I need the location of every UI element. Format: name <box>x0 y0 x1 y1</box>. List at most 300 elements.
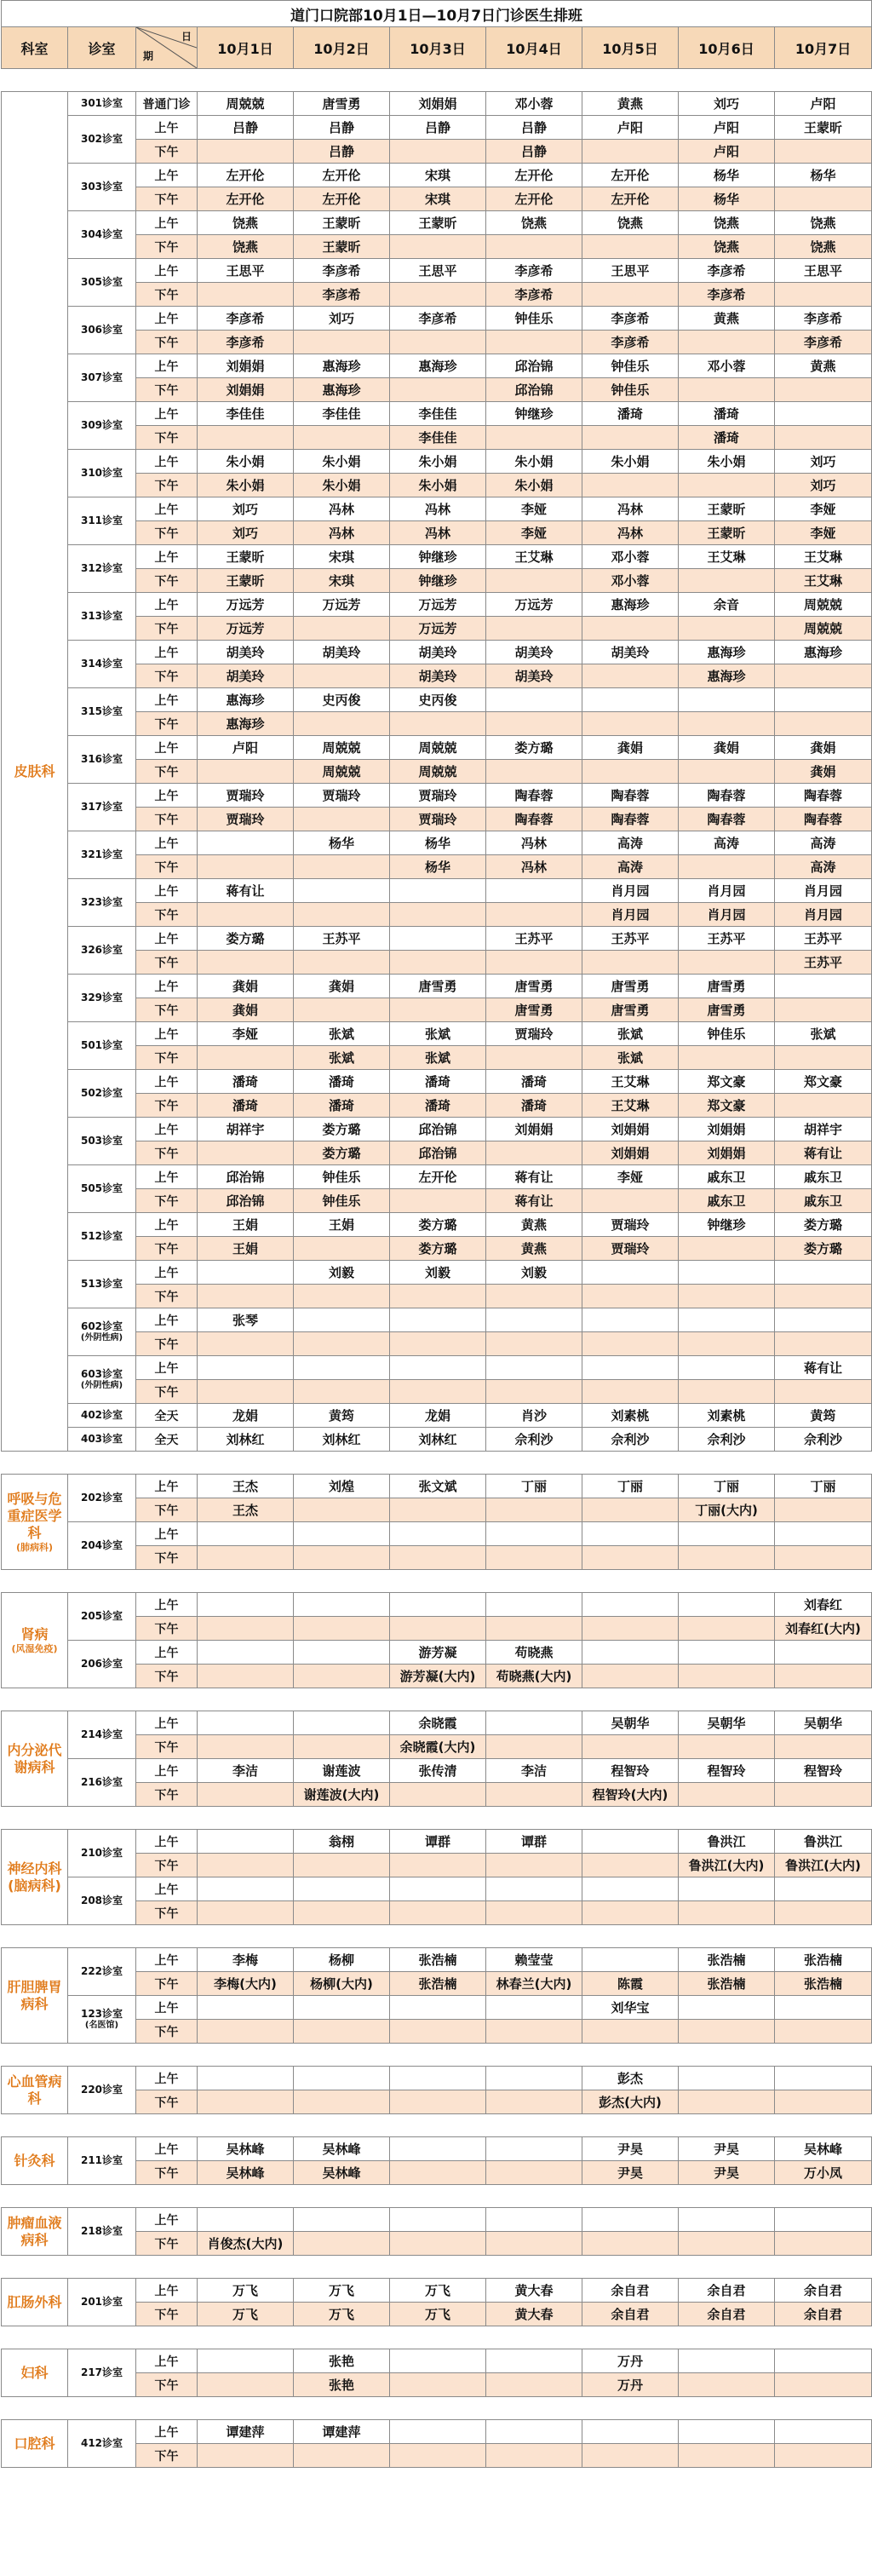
doctor-cell <box>198 1593 294 1617</box>
room-cell <box>68 497 136 545</box>
doctor-cell: 刘巧 <box>775 474 872 497</box>
period-cell: 上午 <box>136 164 198 187</box>
room-cell <box>68 1428 136 1452</box>
doctor-cell: 刘春红 <box>775 1593 872 1617</box>
room-cell <box>68 1070 136 1118</box>
room-cell <box>68 879 136 927</box>
period-cell: 下午 <box>136 1380 198 1404</box>
doctor-cell <box>390 235 486 259</box>
doctor-cell <box>294 1237 390 1261</box>
doctor-cell <box>390 1498 486 1522</box>
doctor-cell <box>198 855 294 879</box>
doctor-cell: 陶春蓉 <box>486 784 582 808</box>
table-row <box>2 2349 872 2373</box>
doctor-cell: 戚东卫 <box>775 1165 872 1189</box>
doctor-cell: 张斌 <box>294 1046 390 1070</box>
doctor-cell <box>390 1308 486 1332</box>
doctor-cell: 李梅 <box>198 1948 294 1972</box>
doctor-cell <box>294 1546 390 1570</box>
doctor-cell: 程智玲(大内) <box>582 1783 679 1807</box>
department-cell <box>2 2208 68 2256</box>
doctor-cell <box>582 1356 679 1380</box>
period-cell: 下午 <box>136 808 198 831</box>
doctor-cell: 龚娟 <box>198 975 294 998</box>
doctor-cell: 冯林 <box>486 831 582 855</box>
room-cell <box>68 1641 136 1688</box>
table-row <box>2 736 872 760</box>
spacer-cell <box>2 1925 872 1948</box>
doctor-cell <box>486 1498 582 1522</box>
doctor-cell: 戚东卫 <box>679 1189 775 1213</box>
doctor-cell <box>582 474 679 497</box>
doctor-cell: 谭建萍 <box>198 2420 294 2444</box>
doctor-cell <box>198 2067 294 2090</box>
doctor-cell <box>198 2208 294 2232</box>
doctor-cell: 刘春红(大内) <box>775 1617 872 1641</box>
doctor-cell: 戚东卫 <box>679 1165 775 1189</box>
period-cell: 上午 <box>136 2420 198 2444</box>
doctor-cell <box>679 855 775 879</box>
doctor-cell <box>679 474 775 497</box>
room-name: 315诊室 <box>80 705 123 717</box>
doctor-cell: 王思平 <box>198 259 294 283</box>
doctor-cell: 杨华 <box>679 164 775 187</box>
doctor-cell <box>486 2090 582 2114</box>
doctor-cell <box>198 426 294 450</box>
room-name: 312诊室 <box>80 562 123 574</box>
doctor-cell: 黄燕 <box>679 307 775 331</box>
doctor-cell: 黄筠 <box>294 1404 390 1428</box>
doctor-cell: 谭群 <box>486 1830 582 1854</box>
doctor-cell: 蒋有让 <box>198 879 294 903</box>
doctor-cell <box>679 2349 775 2373</box>
doctor-cell <box>582 283 679 307</box>
doctor-cell: 肖月园 <box>679 903 775 927</box>
period-cell: 上午 <box>136 354 198 378</box>
doctor-cell: 王娟 <box>198 1213 294 1237</box>
room-name: 317诊室 <box>80 801 123 813</box>
spacer-cell <box>2 1807 872 1830</box>
room-name: 402诊室 <box>80 1409 123 1421</box>
doctor-cell <box>679 688 775 712</box>
doctor-cell: 龚娟 <box>294 975 390 998</box>
spacer-cell <box>2 2397 872 2420</box>
doctor-cell: 谭建萍 <box>294 2420 390 2444</box>
doctor-cell: 胡美玲 <box>198 641 294 664</box>
room-cell <box>68 927 136 975</box>
department-cell <box>2 2349 68 2397</box>
room-name: 313诊室 <box>80 610 123 622</box>
doctor-cell <box>679 760 775 784</box>
doctor-cell: 黄燕 <box>486 1213 582 1237</box>
doctor-cell <box>390 1356 486 1380</box>
table-row <box>2 593 872 617</box>
doctor-cell: 周兢兢 <box>198 92 294 116</box>
doctor-cell: 张浩楠 <box>775 1948 872 1972</box>
doctor-cell <box>294 617 390 641</box>
doctor-cell <box>582 1498 679 1522</box>
doctor-cell: 蒋有让 <box>775 1356 872 1380</box>
period-cell: 全天 <box>136 1404 198 1428</box>
department-cell <box>2 2279 68 2326</box>
period-cell: 下午 <box>136 1285 198 1308</box>
period-cell: 上午 <box>136 1118 198 1141</box>
table-row <box>2 1404 872 1428</box>
doctor-cell: 贾瑞玲 <box>390 808 486 831</box>
doctor-cell <box>679 378 775 402</box>
doctor-cell: 万飞 <box>294 2279 390 2303</box>
doctor-cell: 周兢兢 <box>294 760 390 784</box>
doctor-cell <box>775 1641 872 1665</box>
doctor-cell: 冯林 <box>294 497 390 521</box>
period-cell: 上午 <box>136 1213 198 1237</box>
period-cell: 上午 <box>136 2349 198 2373</box>
doctor-cell: 龙娟 <box>198 1404 294 1428</box>
table-row <box>2 1711 872 1735</box>
doctor-cell <box>390 1877 486 1901</box>
room-name: 311诊室 <box>80 515 123 526</box>
doctor-cell: 李彦希 <box>486 259 582 283</box>
doctor-cell <box>486 1046 582 1070</box>
doctor-cell: 蒋有让 <box>486 1165 582 1189</box>
doctor-cell <box>390 1546 486 1570</box>
doctor-cell: 朱小娟 <box>486 474 582 497</box>
doctor-cell: 王艾琳 <box>486 545 582 569</box>
section-spacer <box>2 1925 872 1948</box>
period-cell: 上午 <box>136 1022 198 1046</box>
doctor-cell: 惠海珍 <box>582 593 679 617</box>
doctor-cell <box>198 1332 294 1356</box>
doctor-cell <box>679 1641 775 1665</box>
doctor-cell <box>486 879 582 903</box>
doctor-cell: 陶春蓉 <box>582 808 679 831</box>
table-row <box>2 497 872 521</box>
period-cell: 上午 <box>136 831 198 855</box>
doctor-cell <box>582 1593 679 1617</box>
doctor-cell: 张文斌 <box>390 1475 486 1498</box>
doctor-cell: 陶春蓉 <box>679 784 775 808</box>
doctor-cell: 周兢兢 <box>294 736 390 760</box>
doctor-cell <box>679 2067 775 2090</box>
doctor-cell <box>775 2090 872 2114</box>
doctor-cell <box>198 1522 294 1546</box>
doctor-cell: 邱治锦 <box>390 1141 486 1165</box>
doctor-cell: 邓小蓉 <box>486 92 582 116</box>
doctor-cell: 钟佳乐 <box>679 1022 775 1046</box>
doctor-cell: 钟佳乐 <box>582 378 679 402</box>
doctor-cell <box>198 1285 294 1308</box>
doctor-cell: 李彦希 <box>679 283 775 307</box>
doctor-cell <box>582 2020 679 2044</box>
doctor-cell: 王杰 <box>198 1475 294 1498</box>
doctor-cell <box>198 760 294 784</box>
doctor-cell: 卢阳 <box>582 116 679 140</box>
doctor-cell <box>294 1665 390 1688</box>
doctor-cell: 杨柳 <box>294 1948 390 1972</box>
doctor-cell: 卢阳 <box>679 140 775 164</box>
doctor-cell: 张浩楠 <box>390 1972 486 1996</box>
doctor-cell <box>390 998 486 1022</box>
room-cell <box>68 1759 136 1807</box>
doctor-cell <box>390 2067 486 2090</box>
room-name: 220诊室 <box>80 2084 123 2096</box>
doctor-cell: 吴朝华 <box>679 1711 775 1735</box>
department-name: 肿瘤血液病科 <box>7 2214 62 2248</box>
doctor-cell: 李彦希 <box>486 283 582 307</box>
doctor-cell: 吴林峰 <box>775 2137 872 2161</box>
doctor-cell: 娄方璐 <box>294 1141 390 1165</box>
doctor-cell: 吕静 <box>294 140 390 164</box>
doctor-cell: 冯林 <box>582 521 679 545</box>
doctor-cell <box>390 1332 486 1356</box>
doctor-cell: 潘琦 <box>294 1070 390 1094</box>
doctor-cell <box>679 1617 775 1641</box>
doctor-cell <box>198 1356 294 1380</box>
header-dept: 科室 <box>2 27 68 69</box>
header-date: 10月7日 <box>775 27 872 69</box>
room-cell <box>68 1022 136 1070</box>
period-cell: 上午 <box>136 593 198 617</box>
period-cell: 上午 <box>136 211 198 235</box>
doctor-cell <box>390 2208 486 2232</box>
doctor-cell <box>775 1046 872 1070</box>
doctor-cell: 娄方璐 <box>390 1213 486 1237</box>
doctor-cell: 谭群 <box>390 1830 486 1854</box>
department-name: 肝胆脾胃病科 <box>7 1978 62 2012</box>
doctor-cell <box>198 1546 294 1570</box>
page-title: 道门口院部10月1日—10月7日门诊医生排班 <box>2 1 872 27</box>
doctor-cell: 左开伦 <box>390 1165 486 1189</box>
doctor-cell: 万远芳 <box>390 617 486 641</box>
section-spacer <box>2 1807 872 1830</box>
table-row <box>2 975 872 998</box>
table-row <box>2 927 872 951</box>
doctor-cell <box>390 2161 486 2185</box>
doctor-cell: 吕静 <box>486 116 582 140</box>
doctor-cell: 潘琦 <box>486 1094 582 1118</box>
doctor-cell: 谢莲波(大内) <box>294 1783 390 1807</box>
period-cell: 下午 <box>136 1237 198 1261</box>
doctor-cell <box>390 903 486 927</box>
department-name: 内分泌代谢病科 <box>7 1741 62 1775</box>
doctor-cell: 邱治锦 <box>486 378 582 402</box>
room-name: 321诊室 <box>80 848 123 860</box>
doctor-cell <box>294 1522 390 1546</box>
doctor-cell <box>582 2420 679 2444</box>
doctor-cell <box>390 1285 486 1308</box>
room-cell <box>68 736 136 784</box>
room-name: 301诊室 <box>80 97 123 109</box>
period-cell: 下午 <box>136 998 198 1022</box>
doctor-cell: 张传清 <box>390 1759 486 1783</box>
section-spacer <box>2 2114 872 2137</box>
table-row <box>2 1877 872 1901</box>
period-cell: 下午 <box>136 1546 198 1570</box>
doctor-cell <box>582 760 679 784</box>
header-date: 10月2日 <box>294 27 390 69</box>
doctor-cell <box>294 1285 390 1308</box>
doctor-cell: 李佳佳 <box>390 402 486 426</box>
doctor-cell <box>775 140 872 164</box>
table-row <box>2 1522 872 1546</box>
doctor-cell: 万飞 <box>390 2303 486 2326</box>
period-cell: 上午 <box>136 1948 198 1972</box>
doctor-cell <box>582 2232 679 2256</box>
doctor-cell: 邓小蓉 <box>582 569 679 593</box>
table-row <box>2 1830 872 1854</box>
doctor-cell <box>775 712 872 736</box>
doctor-cell <box>486 1356 582 1380</box>
doctor-cell <box>582 1877 679 1901</box>
doctor-cell: 李彦希 <box>582 331 679 354</box>
doctor-cell: 苟晓燕(大内) <box>486 1665 582 1688</box>
table-row <box>2 2208 872 2232</box>
period-cell: 下午 <box>136 521 198 545</box>
doctor-cell <box>775 1380 872 1404</box>
period-cell: 下午 <box>136 235 198 259</box>
schedule-table <box>1 0 872 2468</box>
doctor-cell <box>486 1901 582 1925</box>
doctor-cell: 王杰 <box>198 1498 294 1522</box>
doctor-cell: 余自君 <box>775 2303 872 2326</box>
doctor-cell <box>486 688 582 712</box>
doctor-cell <box>198 1380 294 1404</box>
room-name: 302诊室 <box>80 133 123 145</box>
doctor-cell: 张斌 <box>582 1022 679 1046</box>
doctor-cell <box>390 712 486 736</box>
doctor-cell: 胡美玲 <box>198 664 294 688</box>
doctor-cell <box>582 1380 679 1404</box>
doctor-cell <box>198 2020 294 2044</box>
department-name: 心血管病科 <box>7 2073 62 2107</box>
spacer-cell <box>2 2256 872 2279</box>
doctor-cell <box>486 235 582 259</box>
doctor-cell <box>582 1189 679 1213</box>
doctor-cell <box>775 1996 872 2020</box>
table-row <box>2 1165 872 1189</box>
doctor-cell <box>679 712 775 736</box>
doctor-cell: 娄方璐 <box>775 1237 872 1261</box>
doctor-cell: 胡美玲 <box>390 664 486 688</box>
doctor-cell: 翁栩 <box>294 1830 390 1854</box>
room-name: 206诊室 <box>80 1658 123 1670</box>
department-subname: (肺病科) <box>15 1541 54 1553</box>
doctor-cell <box>390 2420 486 2444</box>
doctor-cell <box>390 140 486 164</box>
doctor-cell: 杨华 <box>679 187 775 211</box>
doctor-cell <box>486 2373 582 2397</box>
doctor-cell: 尹昊 <box>679 2137 775 2161</box>
period-cell: 下午 <box>136 903 198 927</box>
doctor-cell: 朱小娟 <box>198 474 294 497</box>
doctor-cell: 陶春蓉 <box>582 784 679 808</box>
doctor-cell: 刘娟娟 <box>198 378 294 402</box>
doctor-cell <box>390 1996 486 2020</box>
doctor-cell: 饶燕 <box>582 211 679 235</box>
period-cell: 上午 <box>136 975 198 998</box>
period-cell: 上午 <box>136 2279 198 2303</box>
doctor-cell <box>582 1948 679 1972</box>
doctor-cell: 李彦希 <box>679 259 775 283</box>
doctor-cell: 唐雪勇 <box>486 975 582 998</box>
doctor-cell <box>775 2208 872 2232</box>
period-cell: 上午 <box>136 1830 198 1854</box>
doctor-cell <box>390 1522 486 1546</box>
doctor-cell: 惠海珍 <box>294 378 390 402</box>
doctor-cell: 邱治锦 <box>198 1189 294 1213</box>
room-name: 208诊室 <box>80 1895 123 1906</box>
room-name: 304诊室 <box>80 228 123 240</box>
doctor-cell: 贾瑞玲 <box>582 1237 679 1261</box>
department-cell <box>2 1711 68 1807</box>
doctor-cell: 吕静 <box>294 116 390 140</box>
doctor-cell: 龚娟 <box>775 760 872 784</box>
period-cell: 下午 <box>136 1094 198 1118</box>
doctor-cell <box>679 2020 775 2044</box>
doctor-cell <box>294 426 390 450</box>
doctor-cell: 鲁洪江 <box>679 1830 775 1854</box>
doctor-cell: 黄燕 <box>775 354 872 378</box>
doctor-cell: 唐雪勇 <box>679 975 775 998</box>
period-cell: 上午 <box>136 1165 198 1189</box>
doctor-cell: 刘娟娟 <box>390 92 486 116</box>
doctor-cell <box>198 903 294 927</box>
doctor-cell: 史丙俊 <box>390 688 486 712</box>
table-row <box>2 1759 872 1783</box>
doctor-cell <box>775 2232 872 2256</box>
doctor-cell: 李梅(大内) <box>198 1972 294 1996</box>
doctor-cell: 左开伦 <box>294 164 390 187</box>
doctor-cell: 贾瑞玲 <box>582 1213 679 1237</box>
period-cell: 普通门诊 <box>136 92 198 116</box>
doctor-cell: 杨华 <box>294 831 390 855</box>
doctor-cell: 陶春蓉 <box>775 784 872 808</box>
doctor-cell: 王艾琳 <box>775 569 872 593</box>
doctor-cell: 吕静 <box>486 140 582 164</box>
room-name: 201诊室 <box>80 2296 123 2308</box>
table-row <box>2 1641 872 1665</box>
doctor-cell: 潘琦 <box>390 1070 486 1094</box>
doctor-cell: 余自君 <box>582 2279 679 2303</box>
section-spacer <box>2 2397 872 2420</box>
doctor-cell: 刘素桃 <box>582 1404 679 1428</box>
period-cell: 下午 <box>136 1735 198 1759</box>
doctor-cell <box>679 1285 775 1308</box>
doctor-cell: 肖月园 <box>582 879 679 903</box>
doctor-cell <box>486 1332 582 1356</box>
period-cell: 下午 <box>136 187 198 211</box>
doctor-cell: 丁丽 <box>582 1475 679 1498</box>
doctor-cell: 刘毅 <box>294 1261 390 1285</box>
doctor-cell <box>582 1522 679 1546</box>
table-row <box>2 879 872 903</box>
doctor-cell: 王苏平 <box>775 951 872 975</box>
doctor-cell: 潘琦 <box>198 1070 294 1094</box>
doctor-cell <box>294 2208 390 2232</box>
spacer-cell <box>2 2185 872 2208</box>
doctor-cell: 吴林峰 <box>294 2161 390 2185</box>
doctor-cell: 刘娟娟 <box>486 1118 582 1141</box>
spacer-cell <box>2 2114 872 2137</box>
doctor-cell: 王蒙昕 <box>390 211 486 235</box>
room-cell <box>68 402 136 450</box>
doctor-cell: 邱治锦 <box>486 354 582 378</box>
table-row <box>2 688 872 712</box>
doctor-cell <box>486 2420 582 2444</box>
doctor-cell: 高涛 <box>775 855 872 879</box>
room-cell <box>68 784 136 831</box>
room-name: 329诊室 <box>80 992 123 1003</box>
